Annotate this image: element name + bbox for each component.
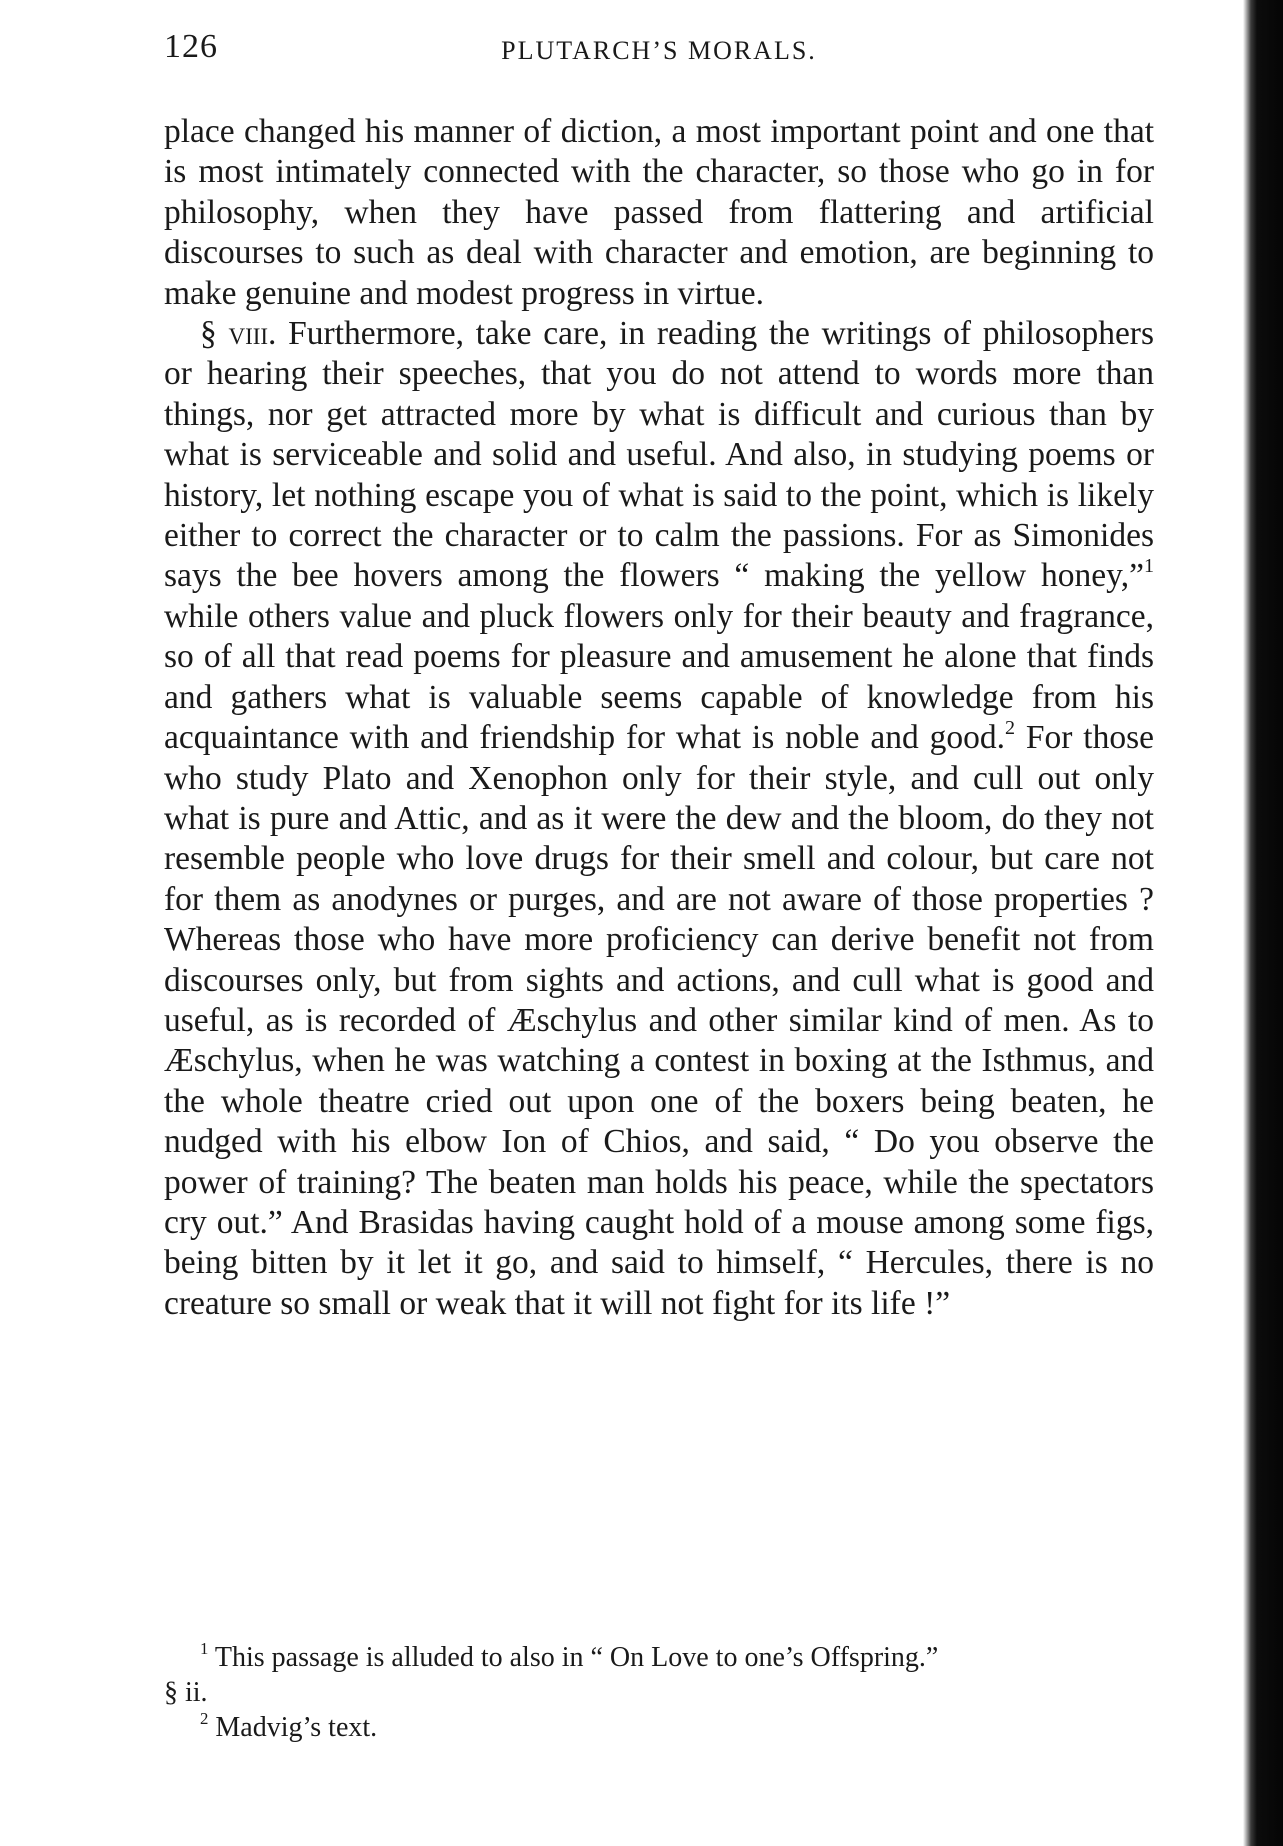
footnote-1 — [164, 1640, 1154, 1675]
binding-edge-shadow — [1223, 0, 1283, 1846]
section-number: viii. — [228, 315, 277, 353]
footnote-1-continuation: § ii. — [164, 1677, 208, 1708]
body-text — [164, 112, 1154, 1324]
footnote-2 — [164, 1710, 1154, 1745]
page-header — [164, 28, 1154, 84]
paragraph-2-text-b: while others value and pluck flowers only for their beauty and fragrance, so of all that read poems for pleasure and amusement he alone that finds and gathers what is valuable seems capable of knowledge from his acquaintance with and friendship for what is noble and good. — [164, 597, 1154, 757]
footnote-2-marker: 2 — [200, 1708, 209, 1728]
footnotes — [164, 1640, 1154, 1745]
footnote-2-text: Madvig’s text. — [215, 1712, 378, 1743]
footnote-1-text: This passage is alluded to also in “ On Love to one’s Offspring.” — [214, 1642, 939, 1673]
paragraph-2 — [164, 314, 1154, 1324]
section-mark: § — [200, 315, 217, 353]
paragraph-2-text-a: Furthermore, take care, in reading the writings of philosophers or hearing their speeches, that you do not attend to words more than things, nor get attracted more by what is difficult and curious than by what is serviceable and solid and useful. And also, in studying poems or history, let nothing escape you of what is said to the point, which is likely either to correct the character or to calm the passions. For as Simonides says the bee hovers among the flowers “ making the yellow honey,” — [164, 315, 1155, 595]
paragraph-1: place changed his manner of diction, a most important point and one that is most intimately connected with the character, so those who go in for philosophy, when they have passed from flattering and artificial discourses to such as deal with character and emotion, are beginning to make genuine and modest progress in virtue. — [164, 113, 1154, 312]
running-title: PLUTARCH’S MORALS. — [501, 36, 817, 65]
paragraph-2-text-c: For those who study Plato and Xenophon only for their style, and cull out only what is pure and Attic, and as it were the dew and the bloom, do they not resemble people who love drugs for their smell and colour, but care not for them as anodynes or purges, and are not aware of those properties ? Whereas those who have more proficiency can derive benefit not from discourses only, but from sights and actions, and cull what is good and useful, as is recorded of Æschylus and other similar kind of men. As to Æschylus, when he was watching a contest in boxing at the Isthmus, and the whole theatre cried out upon one of the boxers being beaten, he nudged with his elbow Ion of Chios, and said, “ Do you observe the power of training? The beaten man holds his peace, while the spectators cry out.” And Brasidas having caught hold of a mouse among some figs, being bitten by it let it go, and said to himself, “ Hercules, there is no creature so small or weak that it will not fight for its life !” — [164, 719, 1155, 1322]
footnote-ref-2[interactable]: 2 — [1005, 716, 1016, 739]
footnote-ref-1[interactable]: 1 — [1143, 555, 1154, 578]
footnote-1-marker: 1 — [200, 1638, 209, 1658]
page-number: 126 — [164, 28, 218, 65]
